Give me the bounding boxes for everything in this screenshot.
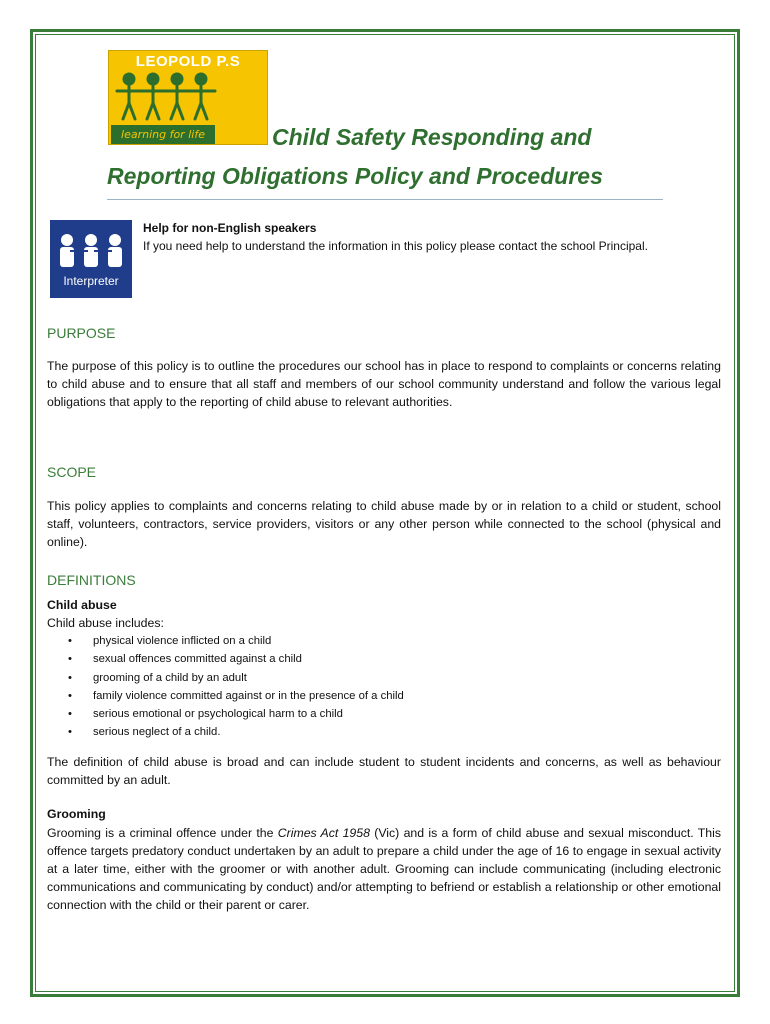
purpose-text: The purpose of this policy is to outline the procedures our school has in place to respond to complaints or concerns relating to child abuse and to ensure that all staff and members of our school community understand and follow the various legal obligations that apply to the reporting of child abuse to relevant authorities.: [47, 359, 721, 409]
list-item: • sexual offences committed against a child: [68, 650, 404, 668]
interpreter-icon: [50, 226, 132, 276]
list-item: • physical violence inflicted on a child: [68, 632, 404, 650]
grooming-heading: Grooming: [47, 807, 106, 821]
child-abuse-heading: Child abuse: [47, 598, 117, 612]
scope-heading: SCOPE: [47, 464, 97, 480]
help-text: If you need help to understand the information in this policy please contact the school Principal.: [143, 239, 648, 253]
children-figures-icon: [115, 71, 225, 123]
child-abuse-note: The definition of child abuse is broad and can include student to student incidents and concerns, as well as behaviour committed by an adult.: [47, 755, 721, 787]
list-item: • family violence committed against or in the presence of a child: [68, 687, 404, 705]
interpreter-label: Interpreter: [63, 274, 119, 288]
title-divider: [107, 199, 663, 200]
school-logo: [108, 50, 268, 145]
grooming-text-after: (Vic) and is a form of child abuse and sexual misconduct. This offence targets predatory conduct undertaken by an adult to prepare a child under the age of 16 to engage in sexual activity at a later time, either with the groomer or with another adult. Grooming can include communicating (including electronic communications and communicating by conduct) and/or attempting to befriend or establish a relationship or other emotional connection with the child or their parent or carer.: [47, 826, 722, 912]
list-item: • serious neglect of a child.: [68, 723, 404, 741]
definitions-heading: DEFINITIONS: [47, 572, 136, 588]
purpose-heading: PURPOSE: [47, 325, 116, 341]
list-item: • grooming of a child by an adult: [68, 669, 404, 687]
document-title-line-1: Child Safety Responding and: [272, 124, 592, 150]
logo-tagline: learning for life: [111, 125, 215, 144]
grooming-text-before: Grooming is a criminal offence under the: [47, 826, 278, 840]
child-abuse-list: [68, 632, 404, 742]
logo-name: LEOPOLD P.S: [135, 53, 241, 70]
help-heading: Help for non-English speakers: [143, 221, 317, 235]
scope-text: This policy applies to complaints and concerns relating to child abuse made by or in relation to a child or student, school staff, volunteers, contractors, service providers, visitors or any other person while connected to the school (physical and online).: [47, 499, 721, 549]
grooming-act-name: Crimes Act 1958: [277, 826, 370, 840]
interpreter-badge: [50, 220, 132, 298]
child-abuse-intro: Child abuse includes:: [47, 616, 164, 630]
document-title-line-2: Reporting Obligations Policy and Procedures: [107, 163, 603, 189]
grooming-text: [47, 824, 721, 914]
list-item: • serious emotional or psychological harm to a child: [68, 705, 404, 723]
